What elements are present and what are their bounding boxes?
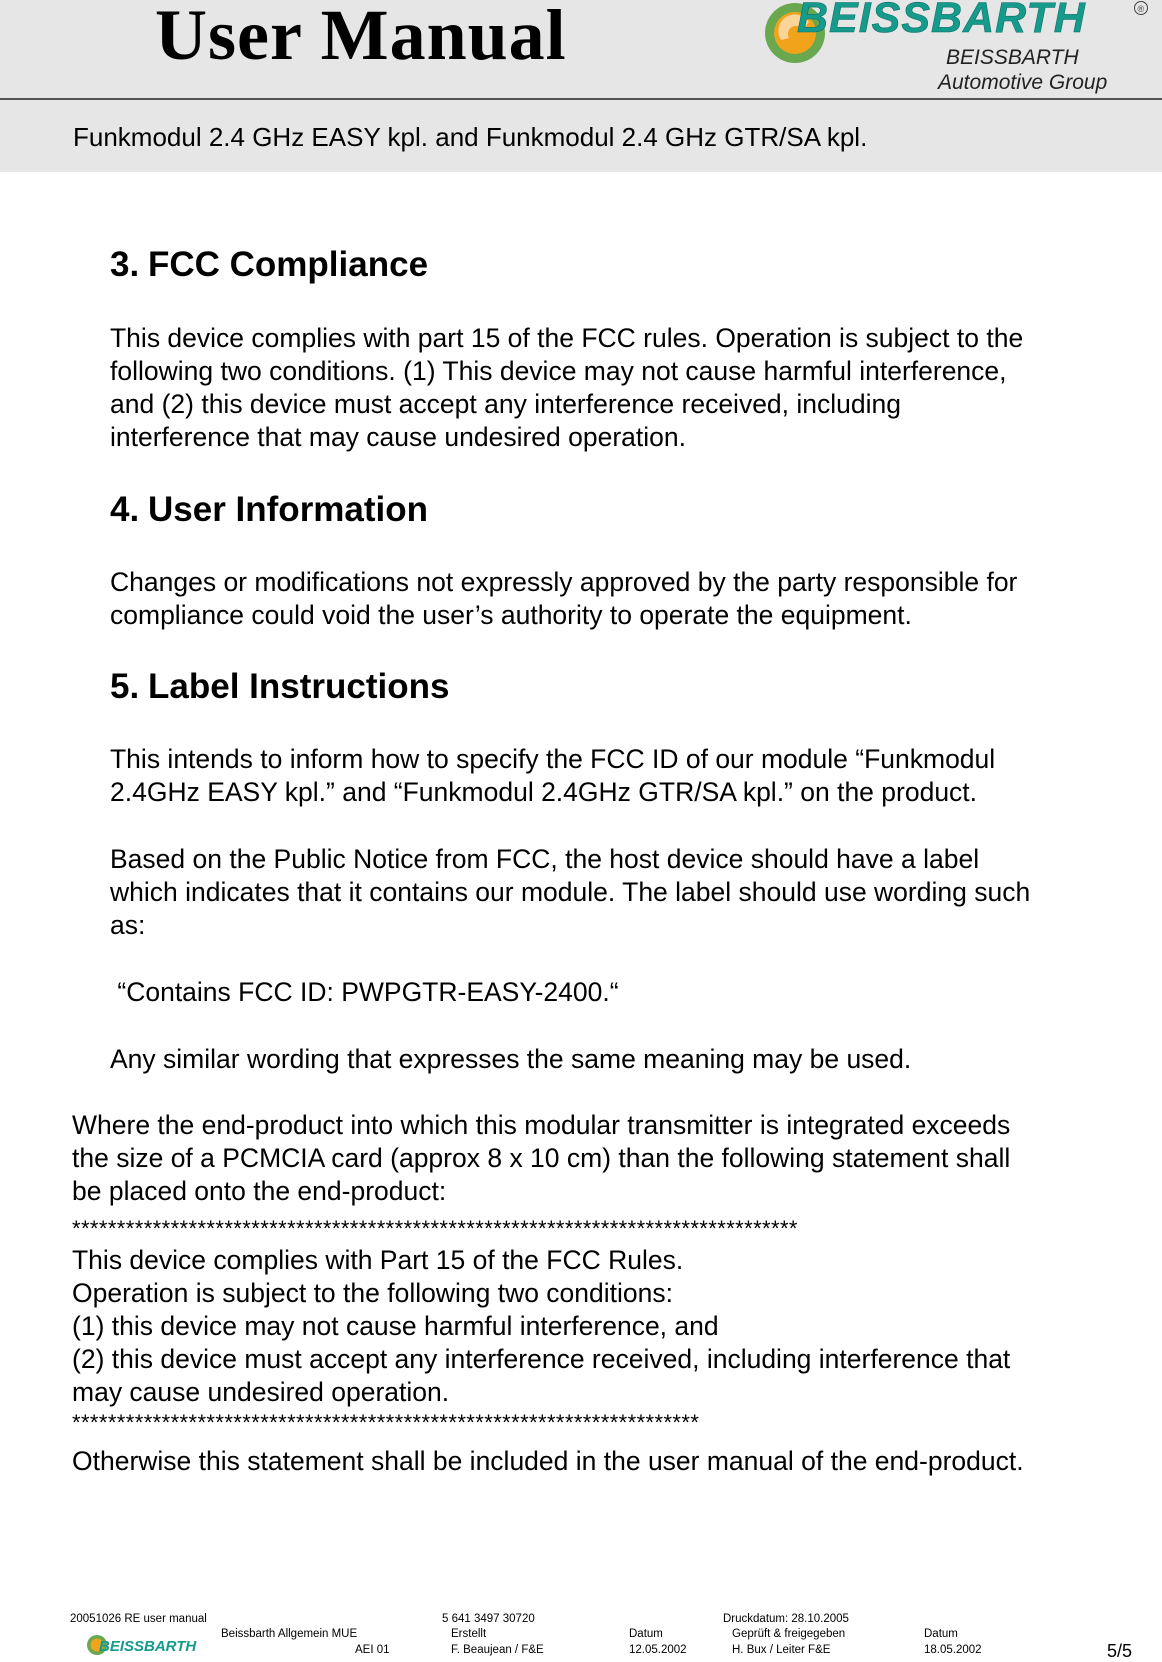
footer-date-2: 18.05.2002 xyxy=(924,1644,982,1656)
logo-line2: Automotive Group xyxy=(938,71,1108,94)
footer-date-label-2: Datum xyxy=(924,1628,958,1640)
footer-doc-name: 20051026 RE user manual xyxy=(70,1613,207,1625)
fcc-paragraph: This device complies with part 15 of the FCC rules. Operation is subject to the following two conditions. (1) This device may not cause harmful interference, and (2) this device must accept any interference received, including interference that may cause undesired operation. xyxy=(110,323,1024,452)
footer-part-number: 5 641 3497 30720 xyxy=(442,1613,535,1625)
statement-stars-top: ********************************************************************************* xyxy=(72,1216,798,1241)
fcc-id-quote: “Contains FCC ID: PWPGTR-EASY-2400.“ xyxy=(110,977,619,1007)
beissbarth-logo xyxy=(763,0,1158,96)
page-header xyxy=(0,0,1162,172)
statement-text: This device complies with Part 15 of the FCC Rules. Operation is subject to the following two conditions: (1) this device may not cause harmful interference, and (2) this device must accept any interference received, including interference that may cause undesired operation. xyxy=(72,1245,1011,1407)
document-subtitle: Funkmodul 2.4 GHz EASY kpl. and Funkmodul 2.4 GHz GTR/SA kpl. xyxy=(73,122,868,152)
label-paragraph-1: This intends to inform how to specify the FCC ID of our module “Funkmodul 2.4GHz EASY kpl.” and “Funkmodul 2.4GHz GTR/SA kpl.” on the product. xyxy=(110,744,996,807)
footer-date-label-1: Datum xyxy=(629,1628,663,1640)
statement-intro: Where the end-product into which this modular transmitter is integrated exceeds the size of a PCMCIA card (approx 8 x 10 cm) than the following statement shall be placed onto the end-product: xyxy=(72,1110,1011,1206)
logo-brand-text: BEISSBARTH xyxy=(797,0,1086,42)
footer-print-date: Druckdatum: 28.10.2005 xyxy=(723,1613,849,1625)
footer-approved-label: Geprüft & freigegeben xyxy=(732,1628,846,1640)
footer-beissbarth-logo xyxy=(86,1634,198,1656)
header-divider xyxy=(0,98,1162,100)
section-heading-label: 5. Label Instructions xyxy=(110,667,450,706)
user-info-paragraph: Changes or modifications not expressly approved by the party responsible for compliance could void the user’s authority to operate the equipment. xyxy=(110,567,1018,630)
label-paragraph-3: Any similar wording that expresses the same meaning may be used. xyxy=(110,1044,912,1074)
footer-dept: AEI 01 xyxy=(355,1644,390,1656)
footer-date-1: 12.05.2002 xyxy=(629,1644,687,1656)
registered-mark: ® xyxy=(1137,4,1145,14)
footer-created-label: Erstellt xyxy=(451,1628,487,1640)
document-title: User Manual xyxy=(155,0,567,75)
footer-approved-by: H. Bux / Leiter F&E xyxy=(732,1644,831,1656)
label-paragraph-2: Based on the Public Notice from FCC, the host device should have a label which indicates that it contains our module. The label should use wording such as: xyxy=(110,844,1031,940)
footer-company: Beissbarth Allgemein MUE xyxy=(221,1628,358,1640)
statement-outro: Otherwise this statement shall be included in the user manual of the end-product. xyxy=(72,1446,1024,1476)
page-number: 5/5 xyxy=(1107,1641,1133,1661)
section-heading-fcc: 3. FCC Compliance xyxy=(110,245,429,284)
footer-logo-text: BEISSBARTH xyxy=(99,1638,197,1655)
footer-created-by: F. Beaujean / F&E xyxy=(451,1644,544,1656)
logo-line1: BEISSBARTH xyxy=(946,46,1079,69)
section-heading-user-info: 4. User Information xyxy=(110,490,429,529)
statement-stars-bottom: ********************************************************************** xyxy=(72,1410,700,1435)
